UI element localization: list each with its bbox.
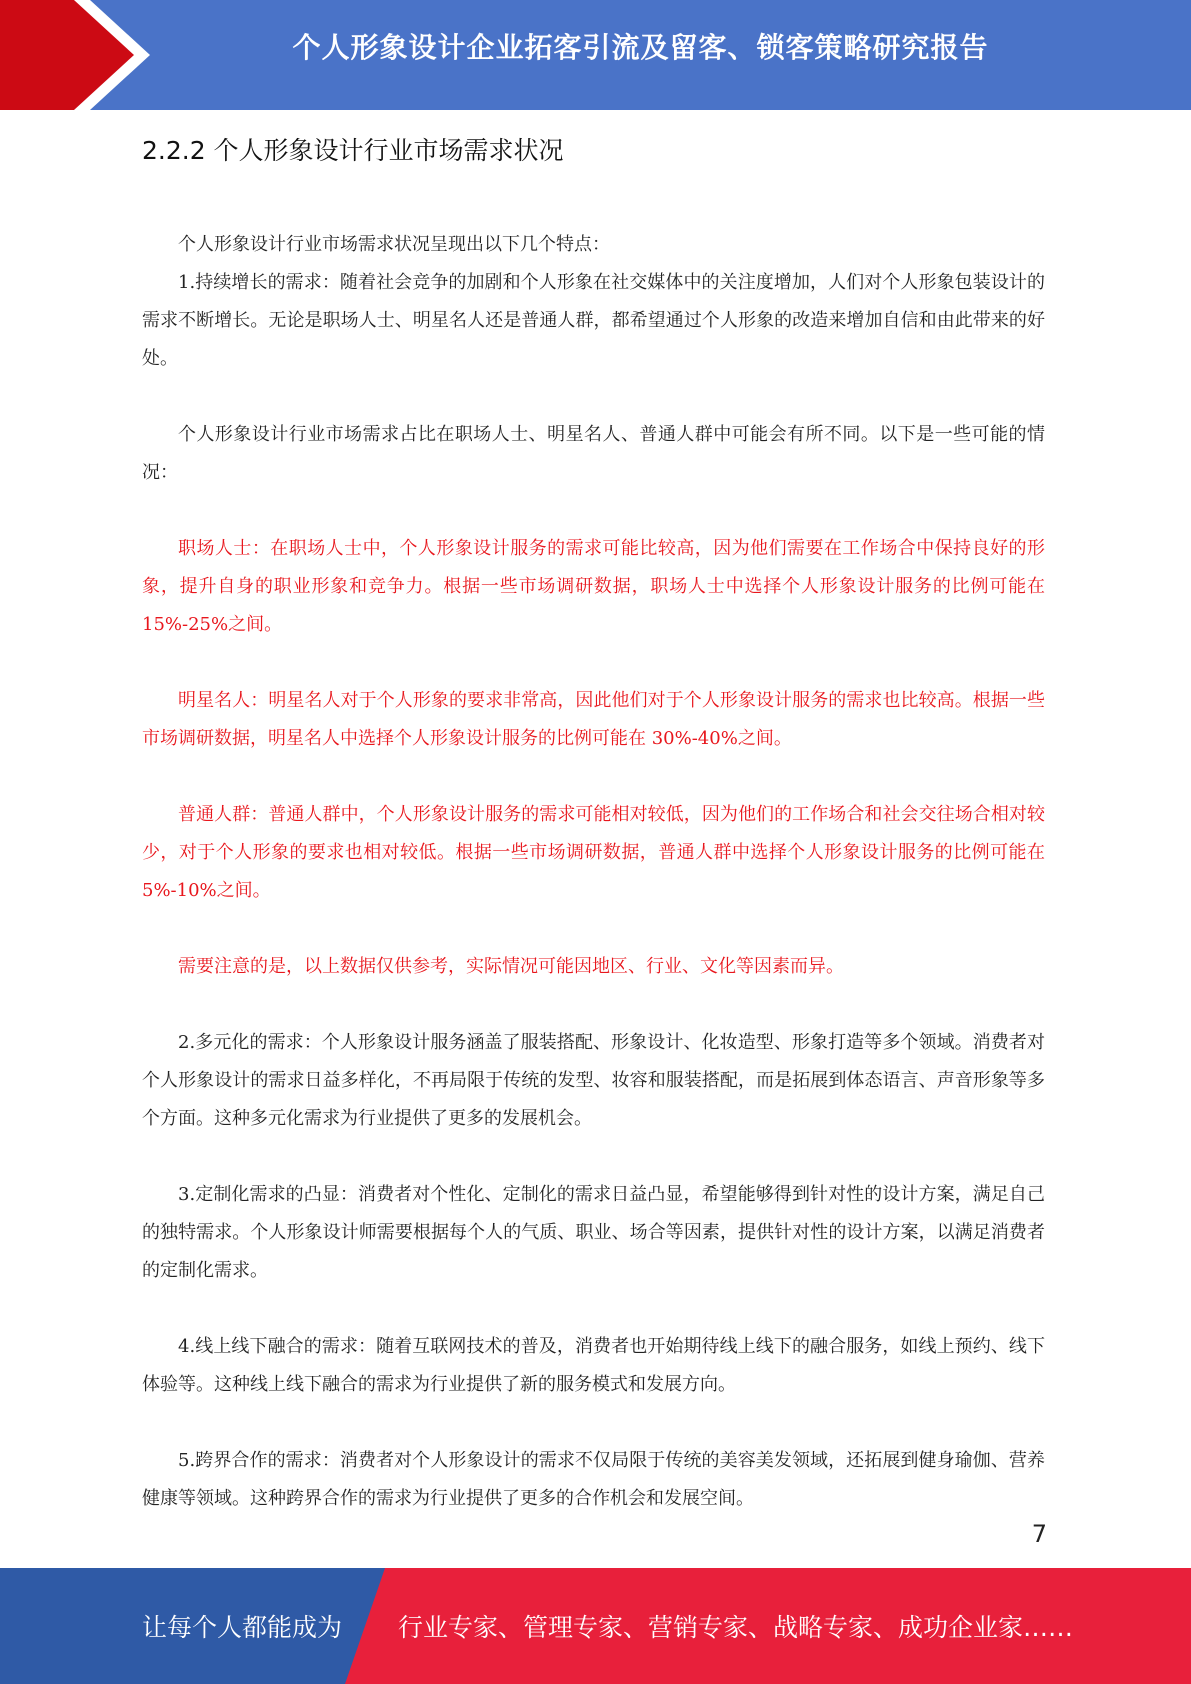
- point-1-paragraph: 1.持续增长的需求：随着社会竞争的加剧和个人形象在社交媒体中的关注度增加，人们对个人形象包装设计的需求不断增长。无论是职场人士、明星名人还是普通人群，都希望通过个人形象的改造来增加自信和由此带来的好处。: [142, 272, 1045, 369]
- professionals-paragraph: 职场人士：在职场人士中，个人形象设计服务的需求可能比较高，因为他们需要在工作场合中保持良好的形象，提升自身的职业形象和竞争力。根据一些市场调研数据，职场人士中选择个人形象设计服务的比例可能在 15%-25%之间。: [142, 538, 1045, 635]
- intro-paragraph: 个人形象设计行业市场需求状况呈现出以下几个特点：: [178, 234, 610, 255]
- point-5-paragraph: 5.跨界合作的需求：消费者对个人形象设计的需求不仅局限于传统的美容美发领域，还拓展到健身瑜伽、营养健康等领域。这种跨界合作的需求为行业提供了更多的合作机会和发展空间。: [142, 1450, 1045, 1509]
- body-content: [142, 226, 1045, 1518]
- footer-slogan-left: 让每个人都能成为: [142, 1613, 343, 1642]
- page-number: 7: [1031, 1520, 1047, 1548]
- point-4-paragraph: 4.线上线下融合的需求：随着互联网技术的普及，消费者也开始期待线上线下的融合服务，如线上预约、线下体验等。这种线上线下融合的需求为行业提供了新的服务模式和发展方向。: [142, 1336, 1045, 1395]
- share-paragraph: 个人形象设计行业市场需求占比在职场人士、明星名人、普通人群中可能会有所不同。以下是一些可能的情况：: [142, 424, 1045, 483]
- page-header: [0, 0, 1191, 110]
- celebrities-paragraph: 明星名人：明星名人对于个人形象的要求非常高，因此他们对于个人形象设计服务的需求也比较高。根据一些市场调研数据，明星名人中选择个人形象设计服务的比例可能在 30%-40%之间。: [142, 690, 1045, 749]
- point-2-paragraph: 2.多元化的需求：个人形象设计服务涵盖了服装搭配、形象设计、化妆造型、形象打造等多个领域。消费者对个人形象设计的需求日益多样化，不再局限于传统的发型、妆容和服装搭配，而是拓展到体态语言、声音形象等多个方面。这种多元化需求为行业提供了更多的发展机会。: [142, 1032, 1045, 1129]
- report-title: 个人形象设计企业拓客引流及留客、锁客策略研究报告: [292, 31, 989, 64]
- page-footer: [0, 1568, 1191, 1684]
- point-3-paragraph: 3.定制化需求的凸显：消费者对个性化、定制化的需求日益凸显，希望能够得到针对性的设计方案，满足自己的独特需求。个人形象设计师需要根据每个人的气质、职业、场合等因素，提供针对性的设计方案，以满足消费者的定制化需求。: [142, 1184, 1045, 1281]
- header-chevron-icon: [0, 0, 160, 110]
- section-heading: 2.2.2 个人形象设计行业市场需求状况: [142, 136, 564, 165]
- footer-slogan-right: 行业专家、管理专家、营销专家、战略专家、成功企业家……: [398, 1613, 1074, 1642]
- general-public-paragraph: 普通人群：普通人群中，个人形象设计服务的需求可能相对较低，因为他们的工作场合和社会交往场合相对较少，对于个人形象的要求也相对较低。根据一些市场调研数据，普通人群中选择个人形象设计服务的比例可能在 5%-10%之间。: [142, 804, 1045, 901]
- note-paragraph: 需要注意的是，以上数据仅供参考，实际情况可能因地区、行业、文化等因素而异。: [178, 956, 844, 977]
